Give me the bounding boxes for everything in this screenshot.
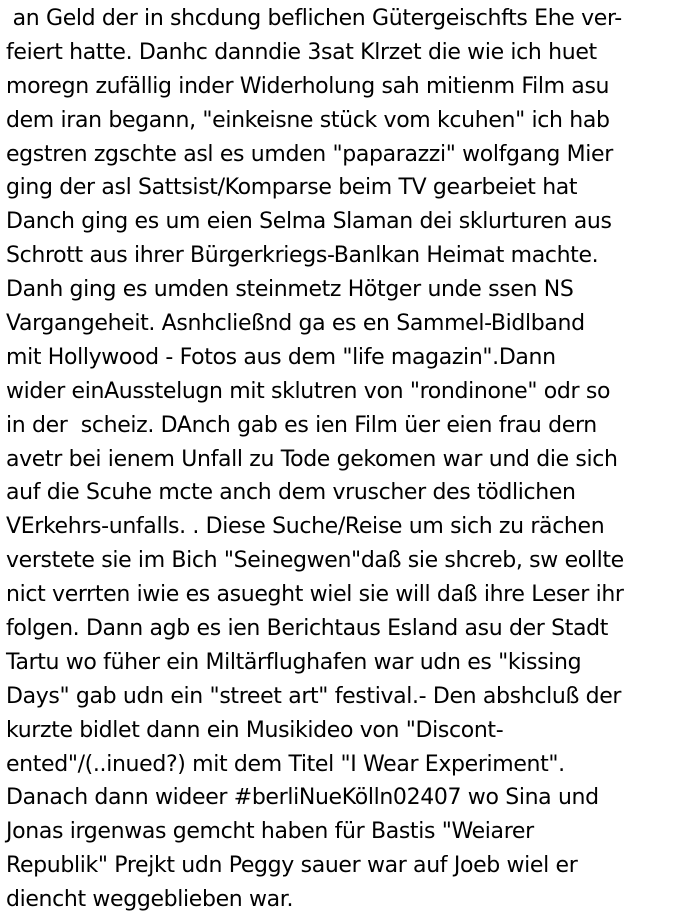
text-line: Republik" Prejkt udn Peggy sauer war auf Joeb wiel er: [6, 853, 578, 879]
text-line: Schrott aus ihrer Bürgerkriegs-Banlkan Heimat machte.: [6, 243, 599, 269]
text-line: Days" gab udn ein "street art" festival.- Den abshcluß der: [6, 683, 622, 709]
text-line: in der scheiz. DAnch gab es ien Film üer eien frau dern: [6, 412, 597, 438]
text-line: dem iran begann, "einkeisne stück vom kcuhen" ich hab: [6, 107, 610, 133]
body-text: [6, 2, 682, 917]
text-line: VErkehrs-unfalls. . Diese Suche/Reise um sich zu rächen: [6, 514, 605, 540]
text-line: ented"/(..inued?) mit dem Titel "I Wear Experiment".: [6, 751, 565, 777]
text-line: verstete sie im Bich "Seinegwen"daß sie shcreb, sw eollte: [6, 548, 624, 574]
text-line: Jonas irgenwas gemcht haben für Bastis "Weiarer: [6, 819, 534, 845]
text-line: ging der asl Sattsist/Komparse beim TV gearbeiet hat: [6, 175, 578, 201]
text-line: feiert hatte. Danhc danndie 3sat Klrzet die wie ich huet: [6, 39, 597, 65]
text-line: folgen. Dann agb es ien Berichtaus Esland asu der Stadt: [6, 616, 609, 642]
text-line: mit Hollywood - Fotos aus dem "life magazin".Dann: [6, 344, 556, 370]
text-line: Danach dann wideer #berliNueKölln02407 wo Sina und: [6, 785, 599, 811]
text-line: egstren zgschte asl es umden "paparazzi" wolfgang Mier: [6, 141, 613, 167]
text-line: nict verrten iwie es asueght wiel sie will daß ihre Leser ihr: [6, 582, 624, 608]
text-line: Danh ging es umden steinmetz Hötger unde ssen NS: [6, 277, 574, 303]
text-line: Vargangeheit. Asnhcließnd ga es en Sammel-Bidlband: [6, 311, 585, 337]
text-line: diencht weggeblieben war.: [6, 887, 294, 913]
text-line: moregn zufällig inder Widerholung sah mitienm Film asu: [6, 73, 610, 99]
text-line: an Geld der in shcdung beflichen Gütergeischfts Ehe ver-: [6, 6, 622, 31]
text-line: Danch ging es um eien Selma Slaman dei sklurturen aus: [6, 209, 612, 235]
text-line: avetr bei ienem Unfall zu Tode gekomen war und die sich: [6, 446, 618, 472]
text-line: kurzte bidlet dann ein Musikideo von "Discont-: [6, 717, 504, 743]
text-line: wider einAusstelugn mit sklutren von "rondinone" odr so: [6, 378, 611, 404]
text-line: auf die Scuhe mcte anch dem vruscher des tödlichen: [6, 480, 576, 506]
text-line: Tartu wo füher ein Miltärflughafen war udn es "kissing: [6, 649, 582, 675]
